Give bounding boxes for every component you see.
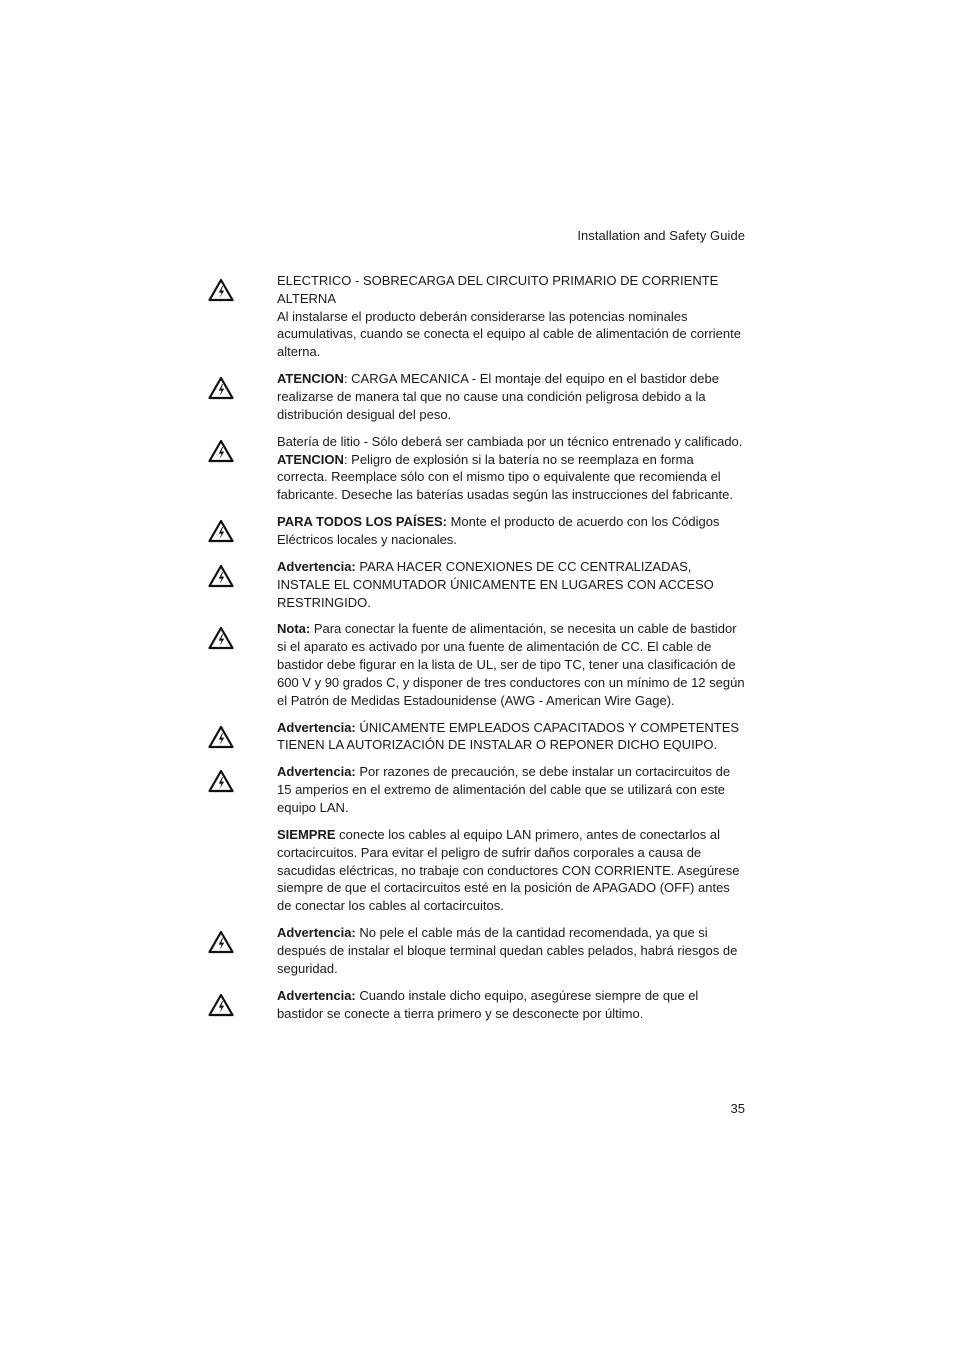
warnings-list (277, 272, 747, 1032)
warning-label: ATENCION (277, 371, 344, 387)
warning-text (277, 763, 747, 816)
electrical-warning-icon (208, 278, 234, 302)
warning-text (277, 719, 747, 755)
electrical-warning-icon (208, 993, 234, 1017)
warning-block (277, 620, 747, 709)
warning-body: conecte los cables al equipo LAN primero, antes de conectarlos al cortacircuitos. Para evitar el peligro de sufrir daños corporales a causa de sacudidas eléctricas, no trabaje con conductores CON CORRIENTE. Asegúrese siempre de que el cortacircuitos esté en la posición de APAGADO (OFF) antes de conectar los cables al cortacircuitos. (277, 827, 740, 914)
electrical-warning-icon (208, 564, 234, 588)
warning-body: Para conectar la fuente de alimentación, se necesita un cable de bastidor si el aparato es activado por una fuente de alimentación de CC. El cable de bastidor debe figurar en la lista de UL, ser de tipo TC, tener una clasificación de 600 V y 90 grados C, y disponer de tres conductores con un mínimo de 12 según el Patrón de Medidas Estadounidense (AWG - American Wire Gage). (277, 621, 745, 708)
warning-text (277, 272, 747, 308)
warning-block (277, 763, 747, 816)
warning-body: Por razones de precaución, se debe instalar un cortacircuitos de 15 amperios en el extremo de alimentación del cable que se utilizará con este equipo LAN. (277, 764, 731, 816)
warning-label: Advertencia: (277, 764, 356, 780)
electrical-warning-icon (208, 626, 234, 650)
warning-label: Advertencia: (277, 719, 356, 735)
warning-label: ATENCION (277, 451, 344, 467)
warning-text (277, 620, 747, 709)
warning-body: : CARGA MECANICA - El montaje del equipo en el bastidor debe realizarse de manera tal que no cause una condición peligrosa debido a la distribución desigual del peso. (277, 371, 719, 422)
warning-label: Advertencia: (277, 558, 356, 574)
warning-body: Batería de litio - Sólo deberá ser cambiada por un técnico entrenado y calificado. (277, 433, 743, 449)
warning-text (277, 451, 747, 504)
electrical-warning-icon (208, 519, 234, 543)
warning-body: PARA HACER CONEXIONES DE CC CENTRALIZADAS, INSTALE EL CONMUTADOR ÚNICAMENTE EN LUGARES CON ACCESO RESTRINGIDO. (277, 558, 714, 610)
warning-text (277, 924, 747, 977)
electrical-warning-icon (208, 376, 234, 400)
warning-block (277, 433, 747, 504)
warning-label: PARA TODOS LOS PAÍSES: (277, 514, 447, 530)
warning-block (277, 370, 747, 423)
warning-body: ÚNICAMENTE EMPLEADOS CAPACITADOS Y COMPETENTES TIENEN LA AUTORIZACIÓN DE INSTALAR O REPONER DICHO EQUIPO. (277, 719, 740, 753)
warning-text (277, 513, 747, 549)
electrical-warning-icon (208, 725, 234, 749)
warning-block (277, 272, 747, 361)
warning-text (277, 433, 747, 451)
warning-block (277, 826, 747, 915)
warning-label: SIEMPRE (277, 827, 336, 843)
warning-label: Advertencia: (277, 925, 356, 941)
warning-label: Nota: (277, 621, 311, 637)
warning-body: Cuando instale dicho equipo, asegúrese siempre de que el bastidor se conecte a tierra primero y se desconecte por último. (277, 987, 699, 1021)
electrical-warning-icon (208, 930, 234, 954)
page-header: Installation and Safety Guide (577, 228, 745, 243)
electrical-warning-icon (208, 769, 234, 793)
warning-text (277, 370, 747, 423)
warning-body: : Peligro de explosión si la batería no se reemplaza en forma correcta. Reemplace sólo con el mismo tipo o equivalente que recomienda el fabricante. Deseche las baterías usadas según las instrucciones del fabricante. (277, 451, 733, 503)
warning-block (277, 513, 747, 549)
warning-body: ELECTRICO - SOBRECARGA DEL CIRCUITO PRIMARIO DE CORRIENTE ALTERNA (277, 273, 719, 306)
electrical-warning-icon (208, 439, 234, 463)
warning-block (277, 558, 747, 611)
warning-label: Advertencia: (277, 987, 356, 1003)
warning-text (277, 987, 747, 1023)
warning-text (277, 308, 747, 361)
warning-block (277, 719, 747, 755)
page-number: 35 (730, 1101, 745, 1116)
warning-body: No pele el cable más de la cantidad recomendada, ya que si después de instalar el bloque terminal quedan cables pelados, habrá riesgos de seguridad. (277, 925, 738, 976)
warning-text (277, 826, 747, 915)
warning-text (277, 558, 747, 611)
warning-body: Al instalarse el producto deberán considerarse las potencias nominales acumulativas, cuando se conecta el equipo al cable de alimentación de corriente alterna. (277, 308, 741, 360)
warning-block (277, 987, 747, 1023)
warning-block (277, 924, 747, 977)
warning-body: Monte el producto de acuerdo con los Códigos Eléctricos locales y nacionales. (277, 514, 720, 547)
